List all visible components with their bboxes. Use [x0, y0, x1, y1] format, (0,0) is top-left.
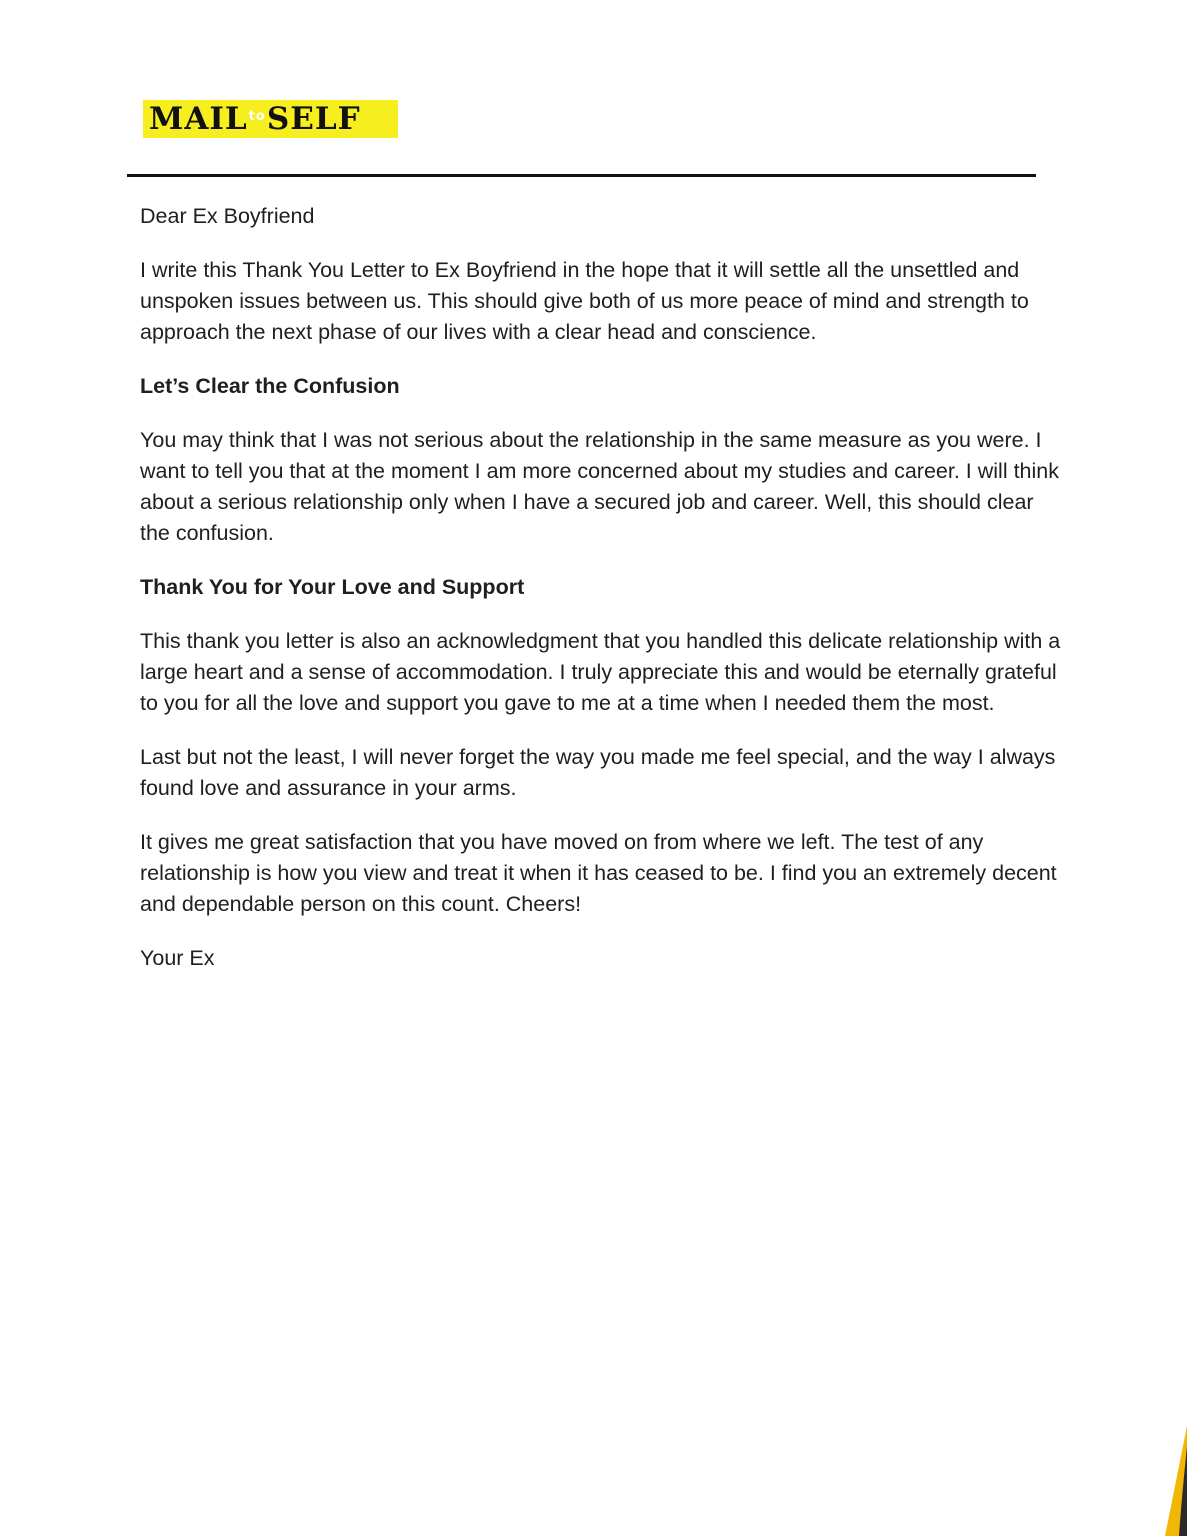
signoff: Your Ex [140, 946, 215, 970]
logo-text-self: SELF [266, 101, 361, 137]
letter-body [140, 201, 1065, 997]
intro-paragraph: I write this Thank You Letter to Ex Boyfriend in the hope that it will settle all the unsettled and unspoken issues between us. This should give both of us more peace of mind and strength to approach the next phase of our lives with a clear head and conscience. [140, 258, 1029, 344]
salutation: Dear Ex Boyfriend [140, 204, 315, 228]
section-heading-thanks: Thank You for Your Love and Support [140, 575, 525, 599]
thanks-paragraph: This thank you letter is also an acknowledgment that you handled this delicate relationship with a large heart and a sense of accommodation. I truly appreciate this and would be eternally grateful to you for all the love and support you gave to me at a time when I needed them the most. [140, 629, 1061, 715]
closing-paragraph: It gives me great satisfaction that you have moved on from where we left. The test of any relationship is how you view and treat it when it has ceased to be. I find you an extremely decent and dependable person on this count. Cheers! [140, 830, 1057, 916]
special-paragraph: Last but not the least, I will never forget the way you made me feel special, and the way I always found love and assurance in your arms. [140, 745, 1056, 800]
header-divider [127, 174, 1036, 177]
mail-to-self-logo [143, 100, 398, 138]
logo-text-to: to [248, 108, 266, 124]
confusion-paragraph: You may think that I was not serious about the relationship in the same measure as you were. I want to tell you that at the moment I am more concerned about my studies and career. I will think about a serious relationship only when I have a secured job and career. Well, this should clear the confusion. [140, 428, 1059, 545]
corner-decoration-icon [1157, 1426, 1187, 1536]
section-heading-confusion: Let’s Clear the Confusion [140, 374, 400, 398]
logo-text-mail: MAIL [149, 101, 248, 137]
